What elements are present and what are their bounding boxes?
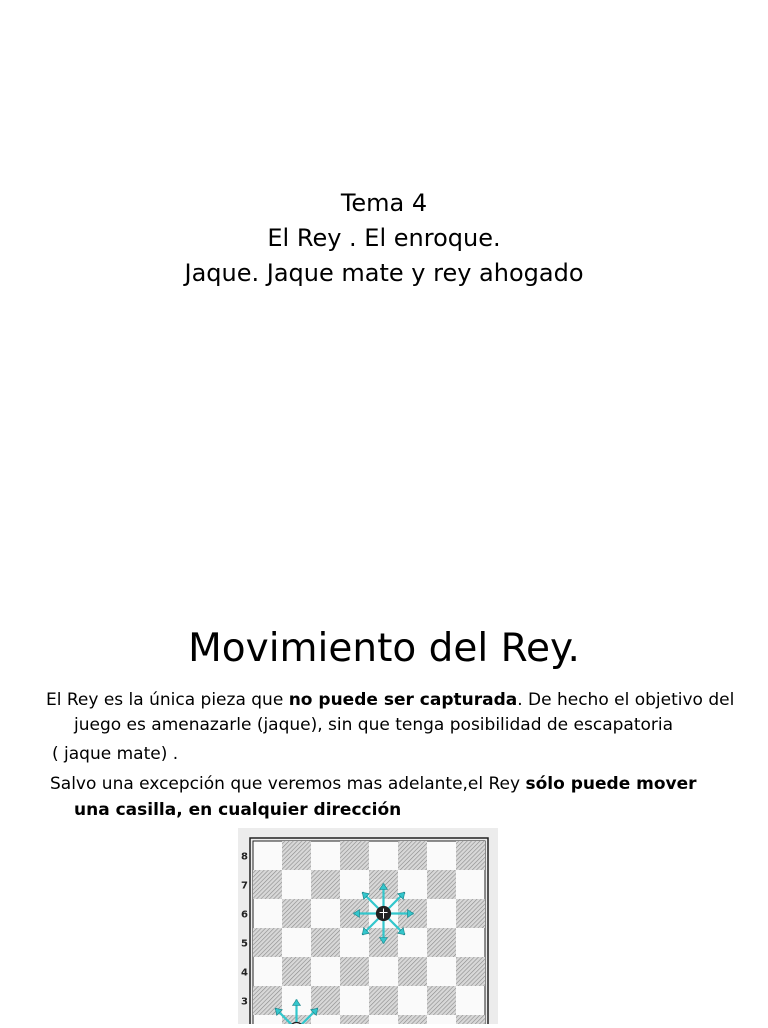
rank-label: 4 [241, 967, 248, 979]
bold-text-run: sólo puede mover [525, 774, 697, 794]
chessboard-svg [238, 828, 498, 1024]
board-dark-square [282, 899, 311, 928]
rank-label: 3 [241, 996, 248, 1008]
paragraph-1-line-1 [46, 688, 734, 713]
board-dark-square [456, 1015, 485, 1024]
rank-label: 8 [241, 851, 248, 863]
rank-label: 6 [241, 909, 248, 921]
paragraph-3-line-2: una casilla, en cualquier dirección [74, 800, 402, 820]
board-dark-square [398, 1015, 427, 1024]
board-dark-square [340, 957, 369, 986]
paragraph-1-line-2: juego es amenazarle (jaque), sin que tenga posibilidad de escapatoria [74, 715, 674, 735]
title-line-3: Jaque. Jaque mate y rey ahogado [184, 259, 584, 287]
paragraph-3-line-1 [50, 772, 697, 797]
slide-title [0, 186, 768, 291]
board-dark-square [340, 1015, 369, 1024]
board-dark-square [456, 841, 485, 870]
bold-text-run: no puede ser capturada [288, 690, 518, 710]
text-run: El Rey es la única pieza que [46, 690, 289, 710]
text-run: Salvo una excepción que veremos mas adelante,el Rey [50, 774, 526, 794]
board-dark-square [398, 841, 427, 870]
board-dark-square [427, 928, 456, 957]
board-dark-square [456, 957, 485, 986]
board-dark-square [369, 986, 398, 1015]
board-dark-square [340, 841, 369, 870]
board-dark-square [253, 928, 282, 957]
slide-heading: Movimiento del Rey. [188, 626, 580, 671]
board-dark-square [456, 899, 485, 928]
content-slide [0, 600, 768, 1024]
chessboard-diagram [238, 828, 498, 1024]
board-dark-square [282, 841, 311, 870]
paragraph-2: ( jaque mate) . [52, 744, 179, 764]
board-dark-square [311, 928, 340, 957]
board-dark-square [427, 986, 456, 1015]
board-dark-square [253, 870, 282, 899]
board-dark-square [398, 957, 427, 986]
board-dark-square [282, 957, 311, 986]
title-line-1: Tema 4 [340, 189, 428, 217]
rank-label: 7 [241, 880, 248, 892]
title-line-2: El Rey . El enroque. [267, 224, 501, 252]
rank-label: 5 [241, 938, 248, 950]
board-dark-square [311, 870, 340, 899]
text-run: . De hecho el objetivo del [517, 690, 735, 710]
board-dark-square [427, 870, 456, 899]
